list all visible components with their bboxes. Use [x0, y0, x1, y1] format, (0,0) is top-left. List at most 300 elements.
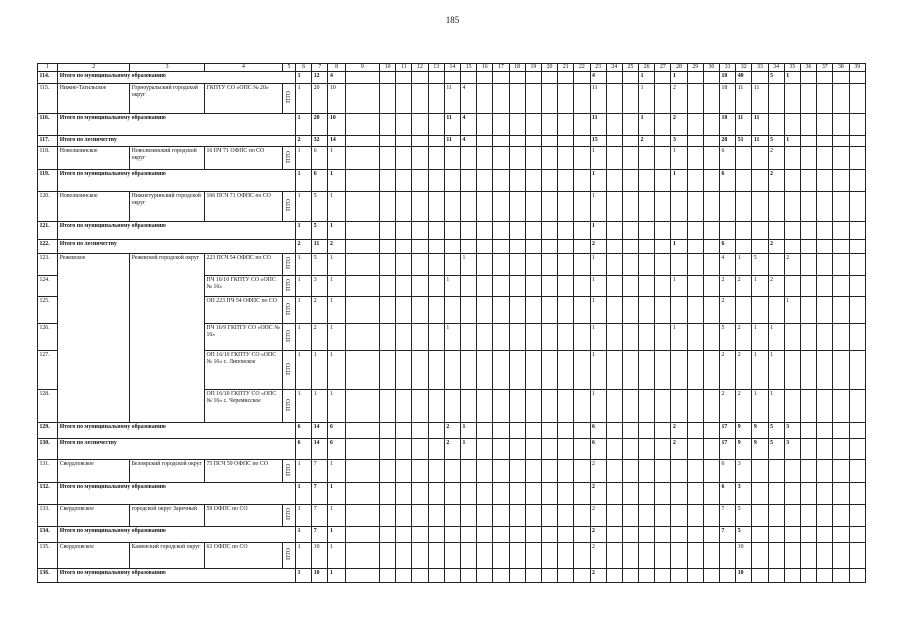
value-cell: 14: [312, 439, 328, 460]
value-cell: [655, 170, 671, 192]
value-cell: 6: [328, 439, 345, 460]
value-cell: 14: [328, 136, 345, 147]
value-cell: [396, 240, 412, 254]
value-cell: [380, 297, 396, 324]
total-row: [38, 483, 866, 505]
value-cell: 6: [312, 147, 328, 170]
value-cell: 1: [296, 390, 312, 423]
value-cell: [703, 254, 719, 276]
value-cell: [525, 460, 541, 483]
value-cell: [396, 136, 412, 147]
column-header: 9: [345, 64, 379, 72]
value-cell: [558, 527, 574, 543]
value-cell: [639, 276, 655, 297]
value-cell: 1: [296, 170, 312, 192]
value-cell: [461, 192, 477, 222]
type-cell: [282, 324, 295, 351]
value-cell: [493, 423, 509, 439]
value-cell: [541, 460, 557, 483]
value-cell: [574, 276, 590, 297]
value-cell: [477, 170, 493, 192]
value-cell: 1: [328, 505, 345, 527]
value-cell: [396, 276, 412, 297]
value-cell: [655, 324, 671, 351]
value-cell: [833, 460, 849, 483]
forestry-cell: Свердловское: [58, 505, 130, 527]
table-row: [38, 460, 866, 483]
value-cell: [380, 423, 396, 439]
value-cell: [509, 543, 525, 569]
value-cell: [396, 460, 412, 483]
value-cell: [412, 276, 428, 297]
value-cell: [444, 192, 460, 222]
value-cell: [541, 423, 557, 439]
value-cell: [380, 505, 396, 527]
value-cell: [752, 460, 768, 483]
value-cell: 1: [590, 170, 606, 192]
value-cell: [800, 390, 816, 423]
row-number: 118.: [38, 147, 58, 170]
value-cell: [541, 192, 557, 222]
value-cell: [833, 192, 849, 222]
column-header: 2: [58, 64, 130, 72]
value-cell: 1: [768, 390, 784, 423]
value-cell: [639, 483, 655, 505]
value-cell: [444, 297, 460, 324]
value-cell: [493, 569, 509, 583]
value-cell: [525, 483, 541, 505]
value-cell: 1: [590, 390, 606, 423]
type-cell: [282, 192, 295, 222]
value-cell: 1: [296, 351, 312, 390]
value-cell: [655, 136, 671, 147]
value-cell: [606, 192, 622, 222]
value-cell: [768, 460, 784, 483]
value-cell: [849, 297, 866, 324]
value-cell: [703, 439, 719, 460]
value-cell: 3: [784, 439, 800, 460]
value-cell: [622, 84, 638, 114]
value-cell: [800, 543, 816, 569]
value-cell: [817, 222, 833, 240]
value-cell: [655, 483, 671, 505]
value-cell: [428, 72, 444, 84]
value-cell: [412, 324, 428, 351]
value-cell: 1: [328, 543, 345, 569]
unit-cell: ПЧ 16/10 ГКПТУ СО «ОПС № 16»: [204, 276, 282, 297]
row-number: 126.: [38, 324, 58, 351]
value-cell: [622, 136, 638, 147]
value-cell: [525, 439, 541, 460]
value-cell: [396, 505, 412, 527]
value-cell: [493, 240, 509, 254]
value-cell: [477, 254, 493, 276]
value-cell: [541, 351, 557, 390]
value-cell: 18: [720, 114, 736, 136]
value-cell: [412, 390, 428, 423]
column-header: 11: [396, 64, 412, 72]
type-label: ПТО: [285, 329, 292, 342]
value-cell: 10: [720, 72, 736, 84]
value-cell: [574, 222, 590, 240]
value-cell: 6: [328, 423, 345, 439]
value-cell: [622, 527, 638, 543]
value-cell: [509, 240, 525, 254]
value-cell: [687, 240, 703, 254]
value-cell: [380, 240, 396, 254]
value-cell: [752, 72, 768, 84]
value-cell: [606, 569, 622, 583]
value-cell: [525, 276, 541, 297]
value-cell: 32: [312, 136, 328, 147]
value-cell: [671, 297, 687, 324]
value-cell: 40: [736, 72, 752, 84]
value-cell: 1: [461, 423, 477, 439]
total-row: [38, 170, 866, 192]
forestry-cell: Нижне-Тагильское: [58, 84, 130, 114]
value-cell: 11: [444, 84, 460, 114]
column-header: 10: [380, 64, 396, 72]
value-cell: 1: [296, 460, 312, 483]
value-cell: [606, 72, 622, 84]
value-cell: [687, 569, 703, 583]
value-cell: 2: [720, 276, 736, 297]
value-cell: [428, 543, 444, 569]
value-cell: 1: [752, 276, 768, 297]
value-cell: [493, 222, 509, 240]
value-cell: [412, 170, 428, 192]
value-cell: [558, 439, 574, 460]
value-cell: [541, 84, 557, 114]
unit-cell: ОП 16/10 ГКПТУ СО «ОПС № 16» с. Липовское: [204, 351, 282, 390]
value-cell: 1: [328, 192, 345, 222]
value-cell: [833, 483, 849, 505]
value-cell: [768, 222, 784, 240]
value-cell: [345, 240, 379, 254]
value-cell: [541, 505, 557, 527]
unit-cell: 223 ПСЧ 54 ОФПС по СО: [204, 254, 282, 276]
value-cell: [849, 483, 866, 505]
value-cell: 1: [639, 114, 655, 136]
value-cell: [493, 527, 509, 543]
value-cell: [525, 423, 541, 439]
value-cell: [461, 147, 477, 170]
value-cell: [833, 84, 849, 114]
value-cell: 1: [590, 254, 606, 276]
table-row: [38, 84, 866, 114]
value-cell: [477, 351, 493, 390]
column-header: 18: [509, 64, 525, 72]
type-cell: [282, 460, 295, 483]
value-cell: 1: [296, 114, 312, 136]
value-cell: [380, 170, 396, 192]
value-cell: 9: [752, 423, 768, 439]
value-cell: [622, 439, 638, 460]
value-cell: [541, 136, 557, 147]
row-number: 116.: [38, 114, 58, 136]
value-cell: [639, 147, 655, 170]
type-cell: [282, 543, 295, 569]
municipality-cell: Горноуральский городской округ: [130, 84, 205, 114]
value-cell: [752, 483, 768, 505]
value-cell: [541, 170, 557, 192]
value-cell: [752, 240, 768, 254]
value-cell: [655, 439, 671, 460]
value-cell: [461, 505, 477, 527]
value-cell: [752, 543, 768, 569]
value-cell: [817, 240, 833, 254]
value-cell: [541, 114, 557, 136]
value-cell: 20: [312, 114, 328, 136]
value-cell: [345, 527, 379, 543]
value-cell: 10: [736, 569, 752, 583]
value-cell: [817, 324, 833, 351]
unit-cell: 16 ПЧ 71 ОФПС по СО: [204, 147, 282, 170]
value-cell: [687, 114, 703, 136]
value-cell: [655, 147, 671, 170]
value-cell: [784, 192, 800, 222]
value-cell: 1: [328, 390, 345, 423]
value-cell: [558, 276, 574, 297]
value-cell: [622, 254, 638, 276]
value-cell: [541, 297, 557, 324]
value-cell: 1: [328, 483, 345, 505]
value-cell: 2: [768, 170, 784, 192]
value-cell: [525, 351, 541, 390]
value-cell: [444, 254, 460, 276]
value-cell: [833, 527, 849, 543]
value-cell: [412, 136, 428, 147]
value-cell: [687, 84, 703, 114]
value-cell: [461, 569, 477, 583]
value-cell: 2: [720, 297, 736, 324]
value-cell: [639, 439, 655, 460]
value-cell: [687, 351, 703, 390]
value-cell: [509, 276, 525, 297]
value-cell: 1: [768, 324, 784, 351]
column-header: 35: [784, 64, 800, 72]
value-cell: [509, 569, 525, 583]
column-header: 34: [768, 64, 784, 72]
value-cell: 1: [752, 324, 768, 351]
column-header: 30: [703, 64, 719, 72]
value-cell: [655, 254, 671, 276]
value-cell: [622, 297, 638, 324]
value-cell: [622, 72, 638, 84]
value-cell: [493, 543, 509, 569]
row-number: 120.: [38, 192, 58, 222]
value-cell: [396, 390, 412, 423]
value-cell: [345, 423, 379, 439]
value-cell: [687, 439, 703, 460]
value-cell: [800, 276, 816, 297]
value-cell: 1: [736, 254, 752, 276]
table-row: [38, 254, 866, 276]
forestry-cell: Новолялинское: [58, 147, 130, 170]
value-cell: 7: [312, 505, 328, 527]
total-row: [38, 222, 866, 240]
value-cell: [687, 423, 703, 439]
value-cell: 15: [590, 136, 606, 147]
column-header: 39: [849, 64, 866, 72]
value-cell: [380, 569, 396, 583]
value-cell: [639, 192, 655, 222]
value-cell: [622, 505, 638, 527]
value-cell: 2: [768, 240, 784, 254]
value-cell: 7: [312, 460, 328, 483]
row-number: 124.: [38, 276, 58, 297]
value-cell: [380, 114, 396, 136]
value-cell: [396, 439, 412, 460]
value-cell: [655, 72, 671, 84]
forestry-cell: Свердловское: [58, 543, 130, 569]
value-cell: [622, 276, 638, 297]
value-cell: [817, 297, 833, 324]
value-cell: [541, 147, 557, 170]
value-cell: [784, 505, 800, 527]
value-cell: [784, 222, 800, 240]
value-cell: [768, 505, 784, 527]
value-cell: 11: [752, 84, 768, 114]
column-header: 20: [541, 64, 557, 72]
value-cell: [428, 297, 444, 324]
value-cell: 11: [312, 240, 328, 254]
value-cell: [671, 351, 687, 390]
value-cell: [671, 505, 687, 527]
municipality-cell: Новолялинский городской округ: [130, 147, 205, 170]
value-cell: [833, 240, 849, 254]
value-cell: [477, 297, 493, 324]
column-header: 15: [461, 64, 477, 72]
value-cell: [703, 324, 719, 351]
value-cell: [655, 569, 671, 583]
column-header: 6: [296, 64, 312, 72]
value-cell: [380, 460, 396, 483]
value-cell: 51: [736, 136, 752, 147]
unit-cell: ГКПТУ СО «ОПС № 20»: [204, 84, 282, 114]
value-cell: [687, 276, 703, 297]
value-cell: [509, 192, 525, 222]
value-cell: [345, 254, 379, 276]
value-cell: [493, 84, 509, 114]
value-cell: [558, 136, 574, 147]
value-cell: 2: [720, 351, 736, 390]
value-cell: [703, 136, 719, 147]
municipality-cell: городской округ Заречный: [130, 505, 205, 527]
type-cell: [282, 147, 295, 170]
unit-cell: ПЧ 16/9 ГКПТУ СО «ОПС № 16»: [204, 324, 282, 351]
value-cell: [817, 351, 833, 390]
forestry-cell: Свердловское: [58, 460, 130, 483]
value-cell: [525, 72, 541, 84]
value-cell: [720, 569, 736, 583]
value-cell: [622, 114, 638, 136]
value-cell: [509, 114, 525, 136]
column-header: 23: [590, 64, 606, 72]
value-cell: [687, 543, 703, 569]
value-cell: 2: [590, 569, 606, 583]
value-cell: [606, 84, 622, 114]
value-cell: [703, 297, 719, 324]
value-cell: [428, 324, 444, 351]
value-cell: [493, 170, 509, 192]
value-cell: [380, 84, 396, 114]
value-cell: [428, 505, 444, 527]
value-cell: 1: [784, 72, 800, 84]
value-cell: [477, 543, 493, 569]
value-cell: 1: [328, 324, 345, 351]
value-cell: 10: [328, 84, 345, 114]
value-cell: [428, 423, 444, 439]
value-cell: [849, 254, 866, 276]
value-cell: [800, 170, 816, 192]
type-cell: [282, 254, 295, 276]
value-cell: [606, 114, 622, 136]
value-cell: [412, 351, 428, 390]
value-cell: [817, 84, 833, 114]
value-cell: [509, 147, 525, 170]
row-number: 130.: [38, 439, 58, 460]
value-cell: [833, 390, 849, 423]
table-row: [38, 505, 866, 527]
value-cell: 1: [296, 222, 312, 240]
column-header: 19: [525, 64, 541, 72]
value-cell: [541, 569, 557, 583]
row-number: 115.: [38, 84, 58, 114]
total-row: [38, 527, 866, 543]
value-cell: [477, 569, 493, 583]
value-cell: [412, 527, 428, 543]
value-cell: 5: [768, 72, 784, 84]
value-cell: [800, 439, 816, 460]
type-label: ПТО: [285, 278, 292, 291]
value-cell: 7: [720, 505, 736, 527]
value-cell: [849, 351, 866, 390]
column-header: 5: [282, 64, 295, 72]
value-cell: [574, 439, 590, 460]
value-cell: [622, 240, 638, 254]
value-cell: 2: [671, 423, 687, 439]
value-cell: [800, 114, 816, 136]
column-header: 26: [639, 64, 655, 72]
value-cell: [752, 147, 768, 170]
value-cell: [461, 222, 477, 240]
value-cell: 9: [736, 439, 752, 460]
value-cell: [703, 390, 719, 423]
value-cell: 5: [736, 527, 752, 543]
value-cell: 1: [671, 276, 687, 297]
value-cell: [345, 192, 379, 222]
value-cell: [655, 114, 671, 136]
value-cell: [477, 72, 493, 84]
column-header: 17: [493, 64, 509, 72]
row-number: 135.: [38, 543, 58, 569]
value-cell: [606, 254, 622, 276]
value-cell: 5: [768, 423, 784, 439]
value-cell: [428, 460, 444, 483]
value-cell: 2: [328, 240, 345, 254]
value-cell: 1: [752, 351, 768, 390]
total-label: Итого по муниципальному образованию: [58, 222, 296, 240]
value-cell: [396, 254, 412, 276]
column-header: 1: [38, 64, 58, 72]
value-cell: [558, 505, 574, 527]
value-cell: [849, 439, 866, 460]
value-cell: [477, 84, 493, 114]
column-header: 13: [428, 64, 444, 72]
value-cell: 1: [296, 192, 312, 222]
value-cell: [558, 240, 574, 254]
